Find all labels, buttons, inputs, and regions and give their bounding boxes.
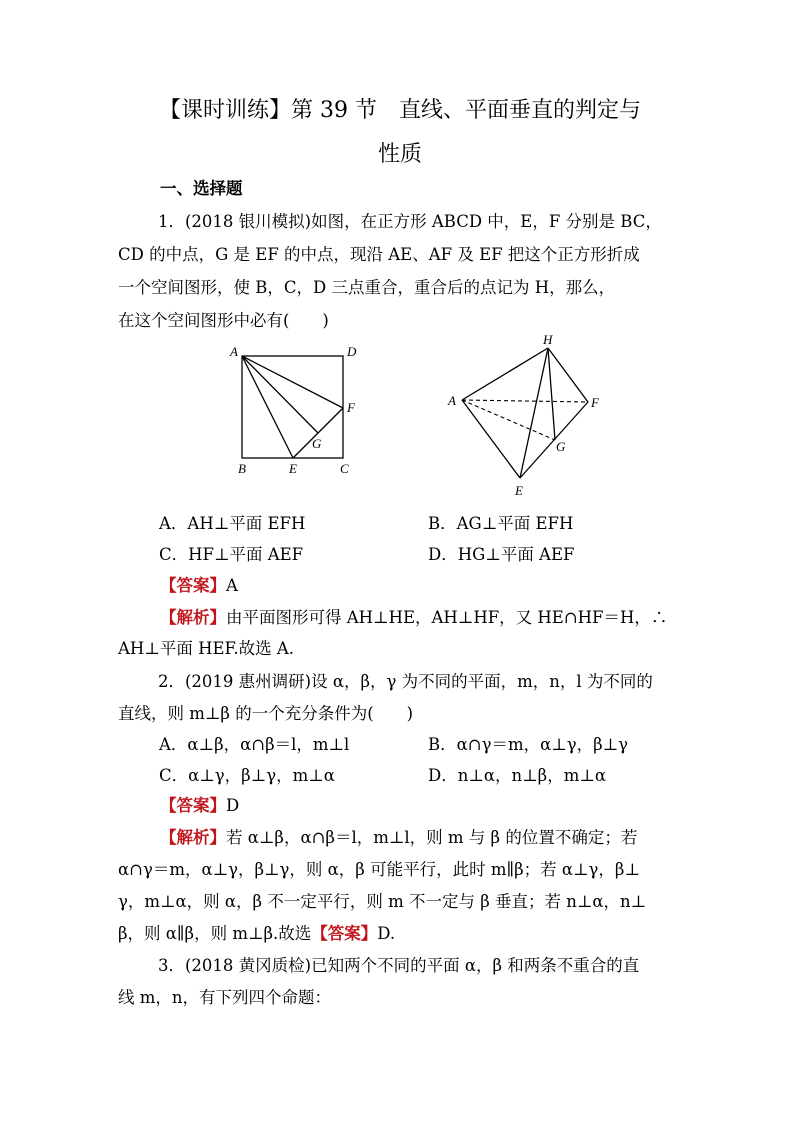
q2-option-d: D．n⊥α，n⊥β，m⊥α <box>428 766 607 785</box>
q2-analysis-text-1: 若 α⊥β，α∩β＝l，m⊥l，则 m 与 β 的位置不确定；若 <box>226 828 638 847</box>
figure-square-abcd <box>228 342 368 480</box>
section-heading: 一、选择题 <box>160 179 243 198</box>
q1-line-2: CD 的中点，G 是 EF 的中点，现沿 AE、AF 及 EF 把这个正方形折成 <box>118 245 640 264</box>
fig1-label-b: B <box>238 461 246 476</box>
fig1-label-g: G <box>312 436 322 451</box>
q1-analysis-tag: 【解析】 <box>160 608 226 627</box>
fig1-label-d: D <box>347 344 357 359</box>
fig1-label-c: C <box>340 461 349 476</box>
q2-line-1: 2．(2019 惠州调研)设 α，β，γ 为不同的平面，m，n，l 为不同的 <box>158 672 653 691</box>
fig2-label-g: G <box>556 439 566 454</box>
fig1-label-a: A <box>230 344 238 359</box>
q2-analysis-line-4 <box>118 924 395 944</box>
q1-option-a: A．AH⊥平面 EFH <box>159 514 306 533</box>
q1-line-3: 一个空间图形，使 B，C，D 三点重合，重合后的点记为 H，那么， <box>118 278 616 297</box>
q2-option-a: A．α⊥β，α∩β＝l，m⊥l <box>159 735 350 754</box>
q2-answer-tag: 【答案】 <box>160 796 226 815</box>
fig1-label-f: F <box>347 400 355 415</box>
q2-option-c: C．α⊥γ，β⊥γ，m⊥α <box>159 766 335 785</box>
q1-answer-tag: 【答案】 <box>160 576 226 595</box>
fig2-label-f: F <box>591 395 599 410</box>
q2-analysis-tag: 【解析】 <box>160 828 226 847</box>
title-line-1: 【课时训练】第 39 节 直线、平面垂直的判定与 <box>159 98 641 123</box>
q2-answer-value: D <box>226 796 240 815</box>
q3-line-1: 3．(2018 黄冈质检)已知两个不同的平面 α，β 和两条不重合的直 <box>158 956 640 975</box>
fig2-label-h: H <box>543 332 553 347</box>
q2-analysis-line-2: α∩γ＝m，α⊥γ，β⊥γ，则 α，β 可能平行，此时 m∥β；若 α⊥γ，β⊥ <box>118 860 640 879</box>
q2-line-2: 直线，则 m⊥β 的一个充分条件为( ) <box>118 704 414 723</box>
q2-analysis-line-3: γ，m⊥α，则 α，β 不一定平行，则 m 不一定与 β 垂直；若 n⊥α，n⊥ <box>118 892 647 911</box>
q1-option-c: C．HF⊥平面 AEF <box>159 545 304 564</box>
fig2-label-a: A <box>448 393 456 408</box>
q2-analysis-line-1 <box>160 828 637 848</box>
title-line-2: 性质 <box>377 142 422 167</box>
q2-answer <box>160 796 239 816</box>
q3-line-2: 线 m，n，有下列四个命题： <box>118 988 332 1007</box>
q1-answer-value: A <box>226 576 238 595</box>
fig1-label-e: E <box>289 461 297 476</box>
q2-analysis-answer-tag: 【答案】 <box>311 924 378 943</box>
q2-analysis-text-4b: D. <box>377 924 396 943</box>
q2-analysis-text-4a: β，则 α∥β，则 m⊥β.故选 <box>118 924 312 943</box>
q1-analysis-text-1: 由平面图形可得 AH⊥HE，AH⊥HF，又 HE∩HF＝H，∴ <box>226 608 668 627</box>
q1-analysis-line-2: AH⊥平面 HEF.故选 A. <box>118 639 295 658</box>
segment-ag <box>242 356 318 433</box>
segment-ae <box>242 356 293 458</box>
figure-tetrahedron <box>440 330 620 502</box>
q1-line-1: 1．(2018 银川模拟)如图，在正方形 ABCD 中，E，F 分别是 BC， <box>158 212 662 231</box>
q2-option-b: B．α∩γ＝m，α⊥γ，β⊥γ <box>428 735 629 754</box>
q1-answer <box>160 576 238 596</box>
segment-af <box>242 356 343 408</box>
q1-option-b: B．AG⊥平面 EFH <box>428 514 574 533</box>
q1-analysis-line-1 <box>160 608 667 628</box>
q1-line-4: 在这个空间图形中必有( ) <box>118 311 329 330</box>
fig2-label-e: E <box>515 483 523 498</box>
q1-option-d: D．HG⊥平面 AEF <box>428 545 575 564</box>
